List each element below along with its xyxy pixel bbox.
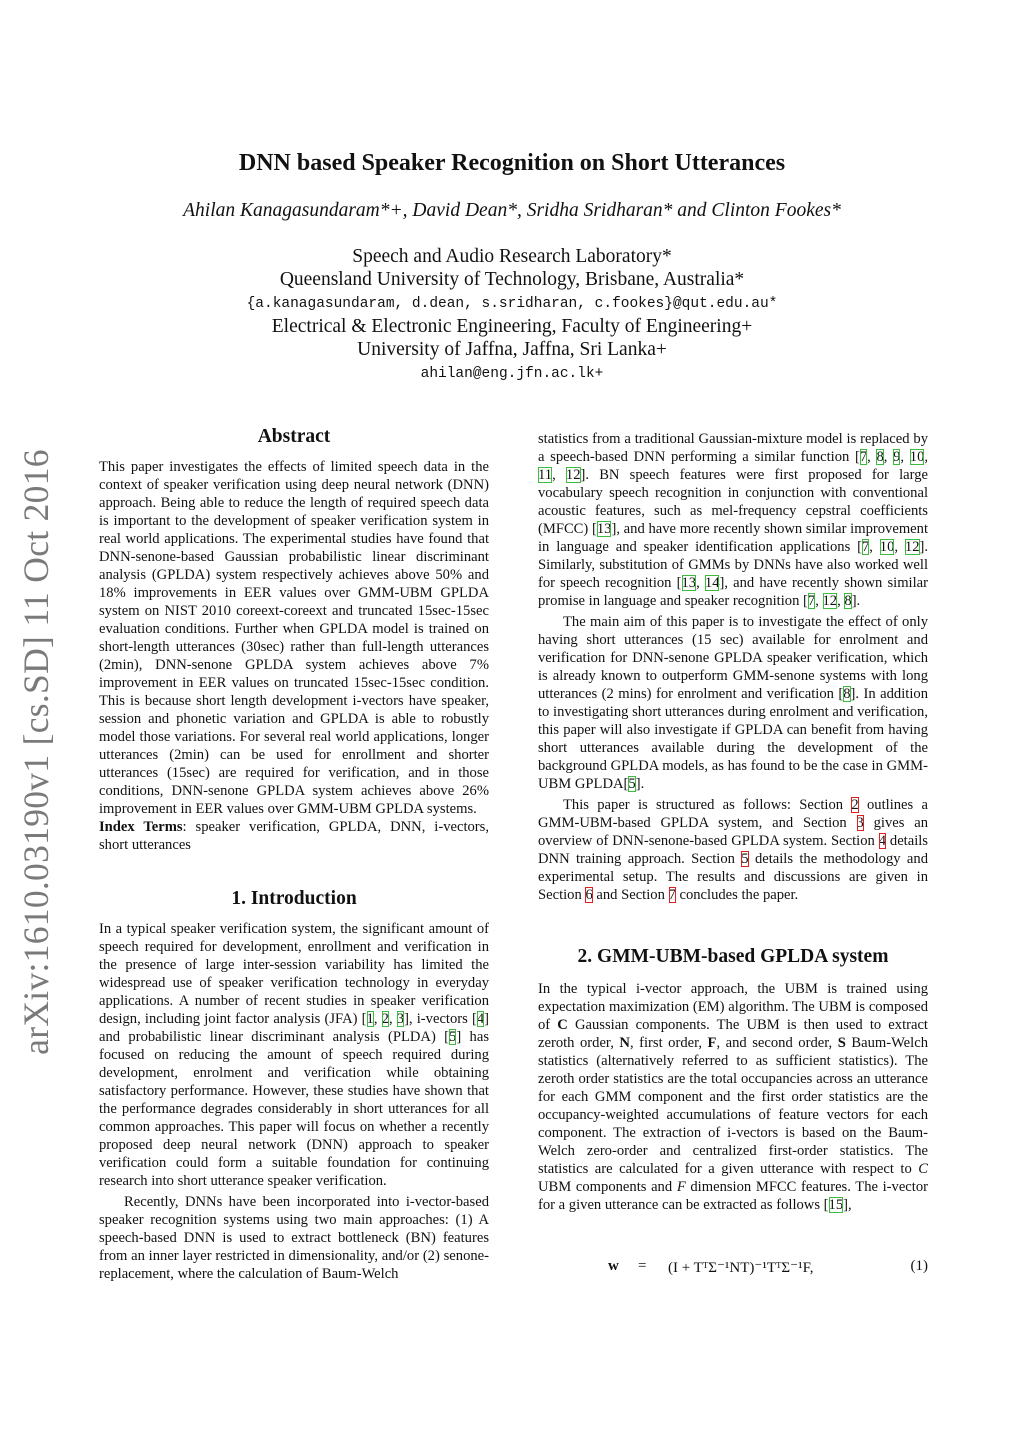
- intro-paragraph-4: The main aim of this paper is to investigate the effect of only having short utterances (15 sec) available for enrolment and verification for DNN-senone GPLDA speaker verification, which is already known to outperform GMM-senone systems with long utterances (2 mins) for enrolment and verification [8]. In addition to investigating short utterances during enrolment and verification, this paper will also investigate if GPLDA can benefit from having short utterances available during the development of the background GPLDA models, as has found to be the case in GMM-UBM GPLDA[5].: [538, 614, 928, 792]
- citation-link[interactable]: 10: [879, 539, 895, 555]
- author-email-2: ahilan@eng.jfn.ac.lk+: [420, 366, 604, 382]
- citation-link[interactable]: 5: [449, 1029, 457, 1045]
- citation-link[interactable]: 12: [822, 593, 838, 609]
- section-2-body: [538, 980, 928, 1214]
- intro-paragraph-1: In a typical speaker verification system, the significant amount of speech required for development, enrollment and verification in the presence of large inter-session variability has limited the widespread use of speaker verification technology in everyday applications. A number of recent studies in speaker verification design, including joint factor analysis (JFA) [1, 2, 3], i-vectors [4] and probabilistic linear discriminant analysis (PLDA) [5] has focused on reducing the amount of speech required during development, enrolment and verification while obtaining satisfactory performance. However, these studies have shown that the performance degrades considerably in short utterances for all common approaches. This paper will focus on whether a recently proposed deep neural network (DNN) approach to speaker verification could form a suitable foundation for continuing research into short utterance speaker verification.: [99, 921, 490, 1189]
- intro-paragraph-3: statistics from a traditional Gaussian-mixture model is replaced by a speech-based DNN performing a similar function [7, 8, 9, 10, 11, 12]. BN speech features were first proposed for large vocabulary speech recognition in conjunction with conventional acoustic features, such as mel-frequency cepstral coefficients (MFCC) [13], and have more recently shown similar improvement in language and speaker identification applications [7, 10, 12]. Similarly, substitution of GMMs by DNNs have also worked well for speech recognition [13, 14], and have recently shown similar promise in language and speaker recognition [7, 12, 8].: [538, 431, 929, 609]
- abstract-heading: Abstract: [257, 426, 331, 447]
- citation-link[interactable]: 8: [843, 686, 851, 702]
- section-link[interactable]: 4: [878, 833, 886, 849]
- citation-link[interactable]: 11: [538, 467, 553, 483]
- equation-number: (1): [910, 1258, 928, 1274]
- index-terms-label: Index Terms: [99, 819, 183, 835]
- affiliation-department: Electrical & Electronic Engineering, Faculty of Engineering+: [271, 316, 753, 337]
- author-emails: {a.kanagasundaram, d.dean, s.sridharan, c.fookes}@qut.edu.au*: [246, 296, 778, 312]
- citation-link[interactable]: 7: [861, 539, 870, 555]
- abstract-text: This paper investigates the effects of limited speech data in the context of speaker verification using deep neural network (DNN) approach. Being able to reduce the length of required speech data is important to the development of speaker verification system in real world applications. The experimental studies have found that DNN-senone-based Gaussian probabilistic linear discriminant analysis (GPLDA) system respectively achieves above 50% and 18% improvements in EER values over GMM-UBM GPLDA system on NIST 2010 coreext-coreext and truncated 15sec-15sec evaluation conditions. Further when GPLDA model is trained on short-length utterances (30sec) rather than full-length utterances (2min), DNN-senone GPLDA system achieves above 7% improvement in EER values on truncated 15sec-15sec condition. This is because short length development i-vectors have speaker, session and phonetic variation and GPLDA is able to robustly model those variations. For several real world applications, longer utterances (2min) can be used for enrollment and shorter utterances (15sec) are required for verification, and in those conditions, DNN-senone GPLDA system achieves above 26% improvement in EER values over GMM-UBM GPLDA systems.: [99, 459, 489, 817]
- affiliation-university: Queensland University of Technology, Brisbane, Australia*: [279, 269, 745, 290]
- intro-paragraph-2: Recently, DNNs have been incorporated into i-vector-based speaker recognition systems using two main approaches: (1) A speech-based DNN is used to extract bottleneck (BN) features from an inner layer restricted in dimensionality, and/or (2) senone-replacement, where the calculation of Baum-Welch: [99, 1194, 489, 1282]
- introduction-body: [99, 920, 489, 1283]
- citation-link[interactable]: 15: [828, 1197, 844, 1213]
- citation-link[interactable]: 3: [396, 1011, 405, 1027]
- section-link[interactable]: 5: [741, 851, 749, 867]
- introduction-heading: 1. Introduction: [231, 888, 357, 909]
- citation-link[interactable]: 14: [704, 575, 720, 591]
- citation-link[interactable]: 7: [807, 593, 816, 609]
- equation-rhs: (I + TᵀΣ⁻¹NT)⁻¹TᵀΣ⁻¹F,: [668, 1260, 814, 1276]
- citation-link[interactable]: 7: [859, 449, 868, 465]
- affiliation-lab: Speech and Audio Research Laboratory*: [352, 246, 672, 267]
- citation-link[interactable]: 12: [904, 539, 920, 555]
- index-terms-list: : speaker verification, GPLDA, DNN, i-vectors, short utterances: [99, 819, 489, 853]
- author-list: Ahilan Kanagasundaram*+, David Dean*, Sridha Sridharan* and Clinton Fookes*: [183, 200, 841, 221]
- citation-link[interactable]: 2: [381, 1011, 389, 1027]
- citation-link[interactable]: 8: [876, 449, 884, 465]
- citation-link[interactable]: 9: [893, 449, 901, 465]
- citation-link[interactable]: 13: [596, 521, 612, 537]
- section-link[interactable]: 6: [585, 887, 593, 903]
- citation-link[interactable]: 13: [681, 575, 697, 591]
- citation-link[interactable]: 8: [844, 593, 852, 609]
- section-link[interactable]: 3: [856, 815, 864, 831]
- intro-paragraph-5: This paper is structured as follows: Section 2 outlines a GMM-UBM-based GPLDA system, and Section 3 gives an overview of DNN-senone-based GPLDA system. Section 4 details DNN training approach. Section 5 details the methodology and experimental setup. The results and discussions are given in Section 6 and Section 7 concludes the paper.: [538, 797, 928, 903]
- section-2-paragraph: In the typical i-vector approach, the UBM is trained using expectation maximization (EM) algorithm. The UBM is composed of C Gaussian components. The UBM is then used to extract zeroth order, N, first order, F, and second order, S Baum-Welch statistics (alternatively referred to as sufficient statistics). The zeroth order statistics are the total occupancies across an utterance for each GMM component and the first order statistics are the occupancy-weighted accumulations of feature vectors for each component. The extraction of i-vectors is based on the Baum-Welch zero-order and centralized first-order statistics. The statistics are calculated for a given utterance with respect to C UBM components and F dimension MFCC features. The i-vector for a given utterance can be extracted as follows [15],: [538, 981, 928, 1213]
- citation-link[interactable]: 5: [628, 776, 636, 792]
- equation-equals: =: [638, 1258, 647, 1274]
- paper-title: DNN based Speaker Recognition on Short Utterances: [238, 150, 786, 176]
- introduction-continued: [538, 430, 928, 904]
- index-terms: [99, 818, 489, 854]
- equation-lhs: w: [608, 1258, 619, 1274]
- citation-link[interactable]: 1: [366, 1011, 374, 1027]
- section-2-heading: 2. GMM-UBM-based GPLDA system: [577, 946, 889, 967]
- citation-link[interactable]: 10: [909, 449, 925, 465]
- section-link[interactable]: 2: [851, 797, 859, 813]
- abstract-body: [99, 458, 489, 854]
- citation-link[interactable]: 4: [476, 1011, 485, 1027]
- arxiv-identifier: arXiv:1610.03190v1 [cs.SD] 11 Oct 2016: [16, 449, 56, 1055]
- section-link[interactable]: 7: [668, 887, 676, 903]
- citation-link[interactable]: 12: [565, 467, 581, 483]
- affiliation-university-2: University of Jaffna, Jaffna, Sri Lanka+: [357, 339, 667, 360]
